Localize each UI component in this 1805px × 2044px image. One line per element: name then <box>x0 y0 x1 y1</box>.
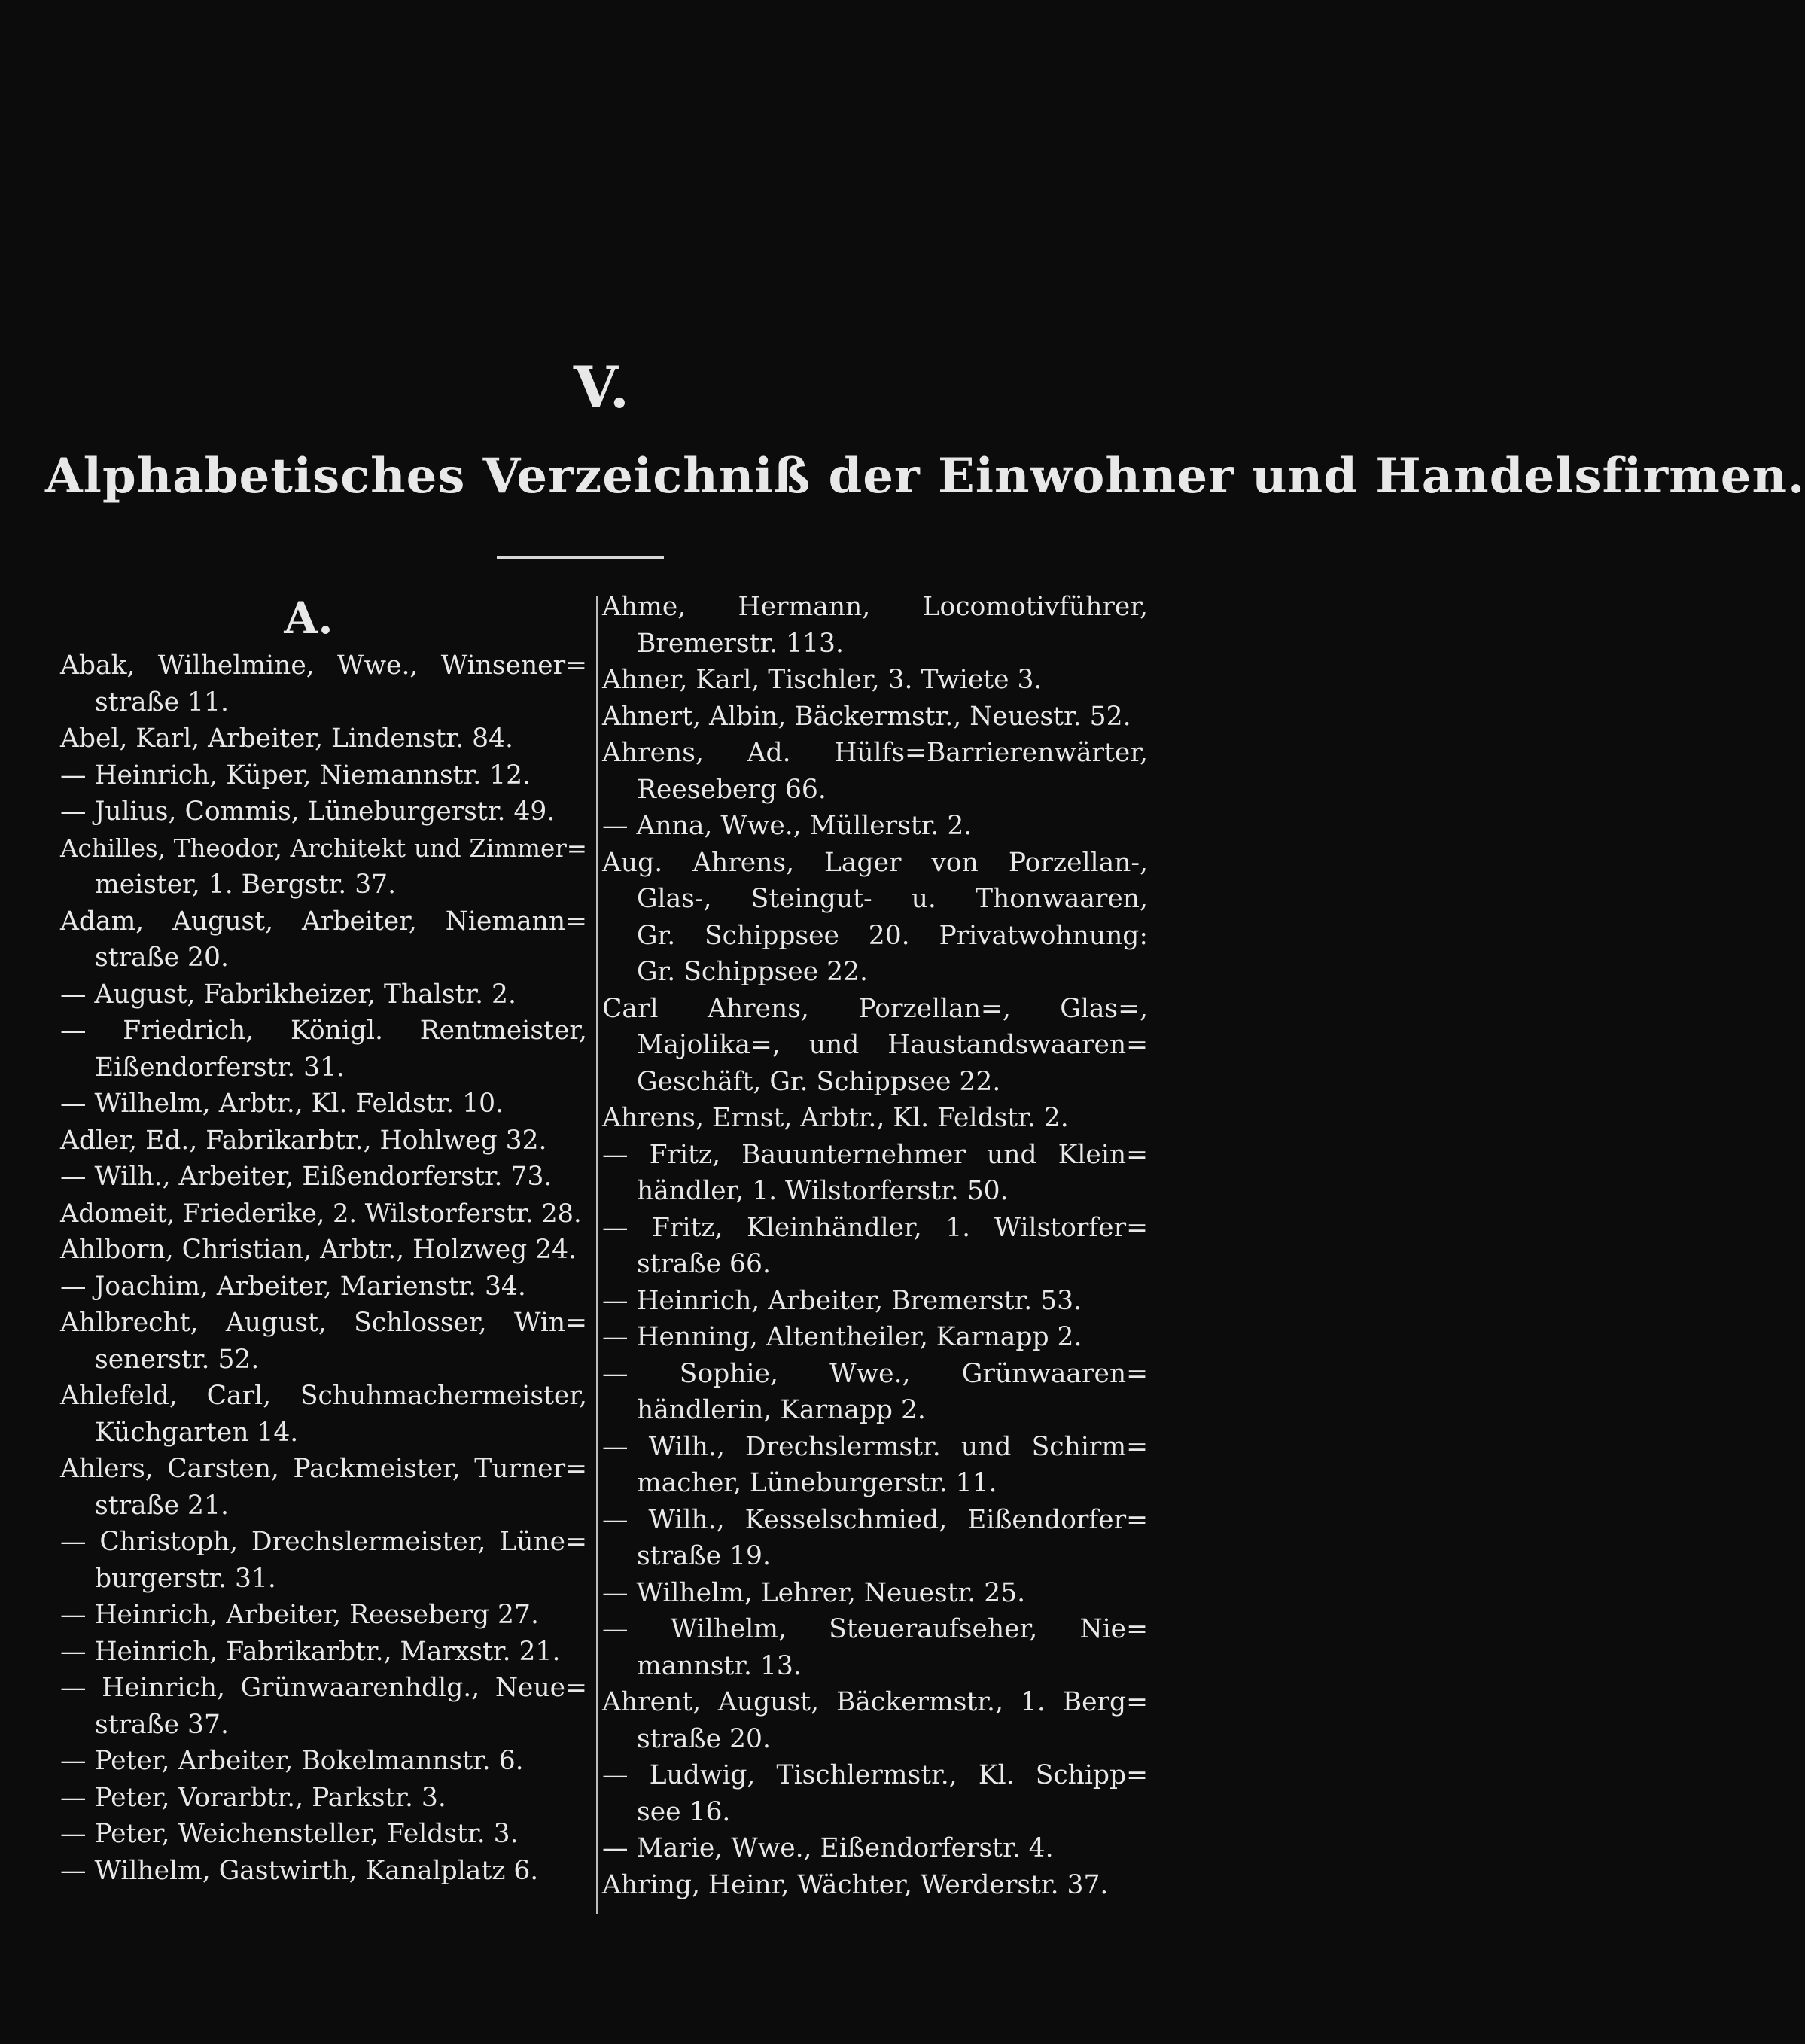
directory-entry <box>60 647 587 720</box>
page-title: Alphabetisches Verzeichniß der Einwohner und Handelsfirmen. <box>45 448 1805 504</box>
directory-entry <box>602 589 1148 662</box>
entry-line: — Joachim, Arbeiter, Marienstr. 34. <box>60 1271 526 1302</box>
directory-entry <box>602 1429 1148 1502</box>
entry-line: — Henning, Altentheiler, Karnapp 2. <box>602 1322 1082 1352</box>
entry-line: — Wilh., Kesselschmied, Eißendorfer= <box>602 1504 1148 1535</box>
entry-line: — Peter, Vorarbtr., Parkstr. 3. <box>60 1782 446 1813</box>
directory-entry <box>60 976 587 1013</box>
entry-continuation-line: Gr. Schippsee 20. Privatwohnung: <box>637 920 1148 951</box>
right-column <box>602 589 1148 1903</box>
entry-line: Ahner, Karl, Tischler, 3. Twiete 3. <box>602 665 1043 695</box>
left-column <box>60 589 587 1889</box>
entry-continuation-line: see 16. <box>637 1796 731 1827</box>
entry-line: Abak, Wilhelmine, Wwe., Winsener= <box>60 650 587 681</box>
entry-continuation-line: händlerin, Karnapp 2. <box>637 1395 926 1425</box>
entry-continuation-line: Glas-, Steingut- u. Thonwaaren, <box>637 884 1148 914</box>
directory-entry <box>602 735 1148 808</box>
entry-line: — Wilh., Drechslermstr. und Schirm= <box>602 1431 1148 1462</box>
entry-line: Achilles, Theodor, Architekt und Zimmer= <box>60 833 587 863</box>
directory-entry <box>60 1196 587 1232</box>
directory-entry <box>60 720 587 757</box>
entry-line: — Wilh., Arbeiter, Eißendorferstr. 73. <box>60 1162 552 1192</box>
entry-continuation-line: Majolika=, und Haustandswaaren= <box>637 1030 1148 1060</box>
entry-continuation-line: straße 20. <box>637 1723 771 1754</box>
entry-line: Ahnert, Albin, Bäckermstr., Neuestr. 52. <box>602 701 1131 732</box>
directory-entry <box>60 1232 587 1269</box>
entry-continuation-line: senerstr. 52. <box>95 1344 260 1375</box>
entry-line: Ahlefeld, Carl, Schuhmachermeister, <box>60 1381 587 1411</box>
entry-line: — August, Fabrikheizer, Thalstr. 2. <box>60 979 516 1010</box>
entry-line: — Heinrich, Grünwaarenhdlg., Neue= <box>60 1673 587 1703</box>
entry-line: — Anna, Wwe., Müllerstr. 2. <box>602 811 973 841</box>
directory-entry <box>60 1816 587 1853</box>
directory-entry <box>60 903 587 976</box>
entry-line: — Fritz, Bauunternehmer und Klein= <box>602 1139 1148 1170</box>
directory-entry <box>602 662 1148 699</box>
entry-continuation-line: händler, 1. Wilstorferstr. 50. <box>637 1176 1009 1206</box>
directory-entry <box>602 1319 1148 1356</box>
directory-entry <box>60 830 587 903</box>
directory-entry <box>602 1867 1148 1904</box>
directory-entry <box>60 1013 587 1086</box>
entry-line: Ahme, Hermann, Locomotivführer, <box>602 592 1148 622</box>
entry-continuation-line: macher, Lüneburgerstr. 11. <box>637 1468 997 1498</box>
entry-line: — Heinrich, Arbeiter, Bremerstr. 53. <box>602 1285 1082 1316</box>
directory-entry <box>602 1757 1148 1830</box>
directory-entry <box>602 1502 1148 1575</box>
entry-continuation-line: burgerstr. 31. <box>95 1563 276 1594</box>
directory-entry <box>60 1123 587 1159</box>
entry-line: — Wilhelm, Arbtr., Kl. Feldstr. 10. <box>60 1089 504 1119</box>
directory-entry <box>602 1830 1148 1867</box>
directory-entry <box>60 1378 587 1451</box>
column-divider <box>596 596 598 1914</box>
entry-continuation-line: straße 21. <box>95 1490 229 1521</box>
entry-continuation-line: straße 37. <box>95 1709 229 1740</box>
entry-continuation-line: Bremerstr. 113. <box>637 628 844 659</box>
entry-line: Ahlborn, Christian, Arbtr., Holzweg 24. <box>60 1235 577 1265</box>
directory-entry <box>602 991 1148 1101</box>
directory-entry <box>602 1611 1148 1684</box>
directory-entry <box>60 1305 587 1378</box>
entry-continuation-line: Geschäft, Gr. Schippsee 22. <box>637 1066 1001 1097</box>
entry-line: Adler, Ed., Fabrikarbtr., Hohlweg 32. <box>60 1125 547 1156</box>
directory-entry <box>60 1634 587 1671</box>
entry-continuation-line: Gr. Schippsee 22. <box>637 957 868 987</box>
directory-entry <box>60 1853 587 1890</box>
chapter-number: V. <box>573 354 632 421</box>
entry-continuation-line: straße 11. <box>95 687 229 717</box>
entry-continuation-line: straße 19. <box>637 1541 771 1571</box>
entry-line: — Wilhelm, Gastwirth, Kanalplatz 6. <box>60 1855 539 1886</box>
directory-entry <box>60 1451 587 1524</box>
entry-line: — Heinrich, Fabrikarbtr., Marxstr. 21. <box>60 1636 561 1667</box>
entry-line: Ahlbrecht, August, Schlosser, Win= <box>60 1308 587 1338</box>
title-rule <box>497 556 664 559</box>
directory-entry <box>602 1137 1148 1210</box>
right-entries <box>602 589 1148 1903</box>
entry-continuation-line: Reeseberg 66. <box>637 774 826 805</box>
entry-continuation-line: Küchgarten 14. <box>95 1417 299 1448</box>
entry-line: Abel, Karl, Arbeiter, Lindenstr. 84. <box>60 723 513 754</box>
entry-line: Carl Ahrens, Porzellan=, Glas=, <box>602 993 1148 1024</box>
directory-entry <box>60 1597 587 1634</box>
entry-line: — Heinrich, Küper, Niemannstr. 12. <box>60 760 531 790</box>
entry-continuation-line: meister, 1. Bergstr. 37. <box>95 870 397 900</box>
entry-line: — Wilhelm, Lehrer, Neuestr. 25. <box>602 1577 1026 1608</box>
directory-entry <box>60 1524 587 1597</box>
directory-entry <box>602 1210 1148 1283</box>
entry-line: — Friedrich, Königl. Rentmeister, <box>60 1016 587 1046</box>
left-entries <box>60 647 587 1889</box>
entry-continuation-line: straße 20. <box>95 943 229 973</box>
entry-line: — Sophie, Wwe., Grünwaaren= <box>602 1358 1148 1389</box>
directory-entry <box>602 1356 1148 1429</box>
entry-line: — Peter, Weichensteller, Feldstr. 3. <box>60 1819 519 1849</box>
entry-line: Ahrens, Ad. Hülfs=Barrierenwärter, <box>602 738 1148 768</box>
entry-line: — Christoph, Drechslermeister, Lüne= <box>60 1527 587 1557</box>
directory-entry <box>602 1100 1148 1137</box>
directory-entry <box>602 845 1148 991</box>
entry-line: Ahlers, Carsten, Packmeister, Turner= <box>60 1454 587 1484</box>
directory-entry <box>602 1575 1148 1612</box>
entry-line: — Heinrich, Arbeiter, Reeseberg 27. <box>60 1600 539 1630</box>
directory-entry <box>60 1269 587 1305</box>
entry-continuation-line: mannstr. 13. <box>637 1650 802 1681</box>
directory-entry <box>602 808 1148 845</box>
directory-entry <box>60 1159 587 1196</box>
directory-entry <box>60 1086 587 1123</box>
entry-line: Ahring, Heinr, Wächter, Werderstr. 37. <box>602 1869 1109 1900</box>
directory-entry <box>60 1743 587 1780</box>
entry-line: — Ludwig, Tischlermstr., Kl. Schipp= <box>602 1760 1148 1790</box>
directory-entry <box>60 757 587 794</box>
entry-line: Ahrent, August, Bäckermstr., 1. Berg= <box>602 1687 1148 1717</box>
directory-entry <box>602 1283 1148 1320</box>
directory-entry <box>60 794 587 830</box>
entry-continuation-line: Eißendorferstr. 31. <box>95 1052 345 1083</box>
entry-line: — Marie, Wwe., Eißendorferstr. 4. <box>602 1833 1054 1863</box>
entry-line: — Wilhelm, Steueraufseher, Nie= <box>602 1614 1148 1644</box>
directory-entry <box>60 1780 587 1817</box>
entry-line: Adomeit, Friederike, 2. Wilstorferstr. 28. <box>60 1198 582 1228</box>
entry-line: — Peter, Arbeiter, Bokelmannstr. 6. <box>60 1746 524 1776</box>
directory-entry <box>60 1670 587 1743</box>
directory-entry <box>602 1684 1148 1757</box>
entry-line: — Julius, Commis, Lüneburgerstr. 49. <box>60 797 556 827</box>
entry-line: — Fritz, Kleinhändler, 1. Wilstorfer= <box>602 1212 1148 1243</box>
entry-line: Aug. Ahrens, Lager von Porzellan-, <box>602 847 1148 878</box>
directory-entry <box>602 699 1148 736</box>
entry-line: Adam, August, Arbeiter, Niemann= <box>60 906 587 937</box>
section-letter: A. <box>284 592 333 644</box>
entry-line: Ahrens, Ernst, Arbtr., Kl. Feldstr. 2. <box>602 1103 1069 1133</box>
entry-continuation-line: straße 66. <box>637 1249 771 1279</box>
